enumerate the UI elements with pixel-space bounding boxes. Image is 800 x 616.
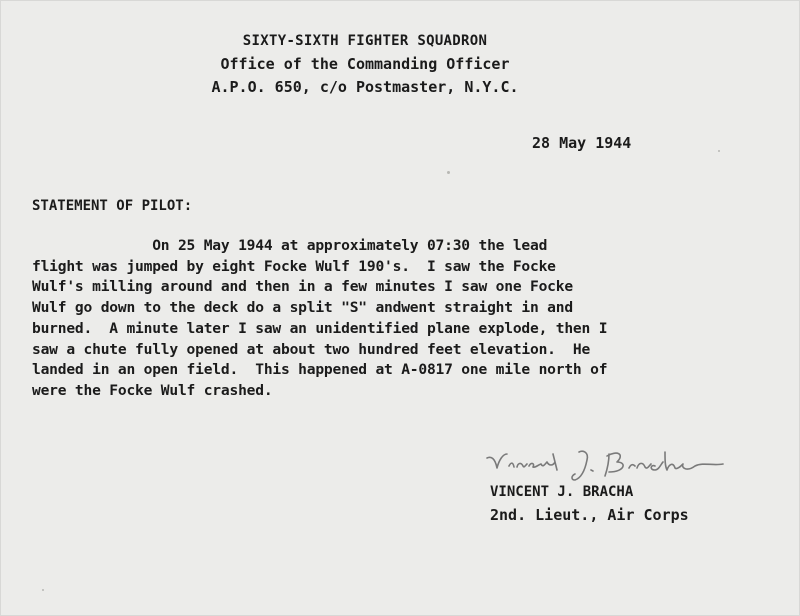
statement-title: STATEMENT OF PILOT: [32, 198, 193, 214]
body-line: flight was jumped by eight Focke Wulf 190's. I saw the Focke [32, 257, 556, 275]
body-line: Wulf go down to the deck do a split "S" andwent straight in and [32, 299, 573, 317]
paper-speck [447, 171, 450, 174]
paper-speck [42, 589, 44, 591]
body-line: burned. A minute later I saw an unidentified plane explode, then I [32, 319, 608, 337]
letterhead [0, 30, 730, 99]
statement-body [32, 236, 772, 402]
address-line: A.P.O. 650, c/o Postmaster, N.Y.C. [211, 78, 519, 96]
squadron-name: SIXTY-SIXTH FIGHTER SQUADRON [242, 33, 488, 49]
body-line: On 25 May 1944 at approximately 07:30 the lead [32, 237, 548, 254]
signatory-name: VINCENT J. BRACHA [490, 484, 634, 500]
body-line: saw a chute fully opened at about two hundred feet elevation. He [32, 340, 591, 358]
handwritten-signature [483, 446, 743, 482]
paper-speck [718, 150, 720, 152]
document-date: 28 May 1944 [532, 134, 632, 152]
office-line: Office of the Commanding Officer [220, 55, 510, 73]
body-line: landed in an open field. This happened at A-0817 one mile north of [32, 361, 608, 379]
body-line: Wulf's milling around and then in a few minutes I saw one Focke [32, 278, 573, 296]
body-line: were the Focke Wulf crashed. [32, 381, 273, 399]
signatory-rank: 2nd. Lieut., Air Corps [490, 506, 689, 524]
